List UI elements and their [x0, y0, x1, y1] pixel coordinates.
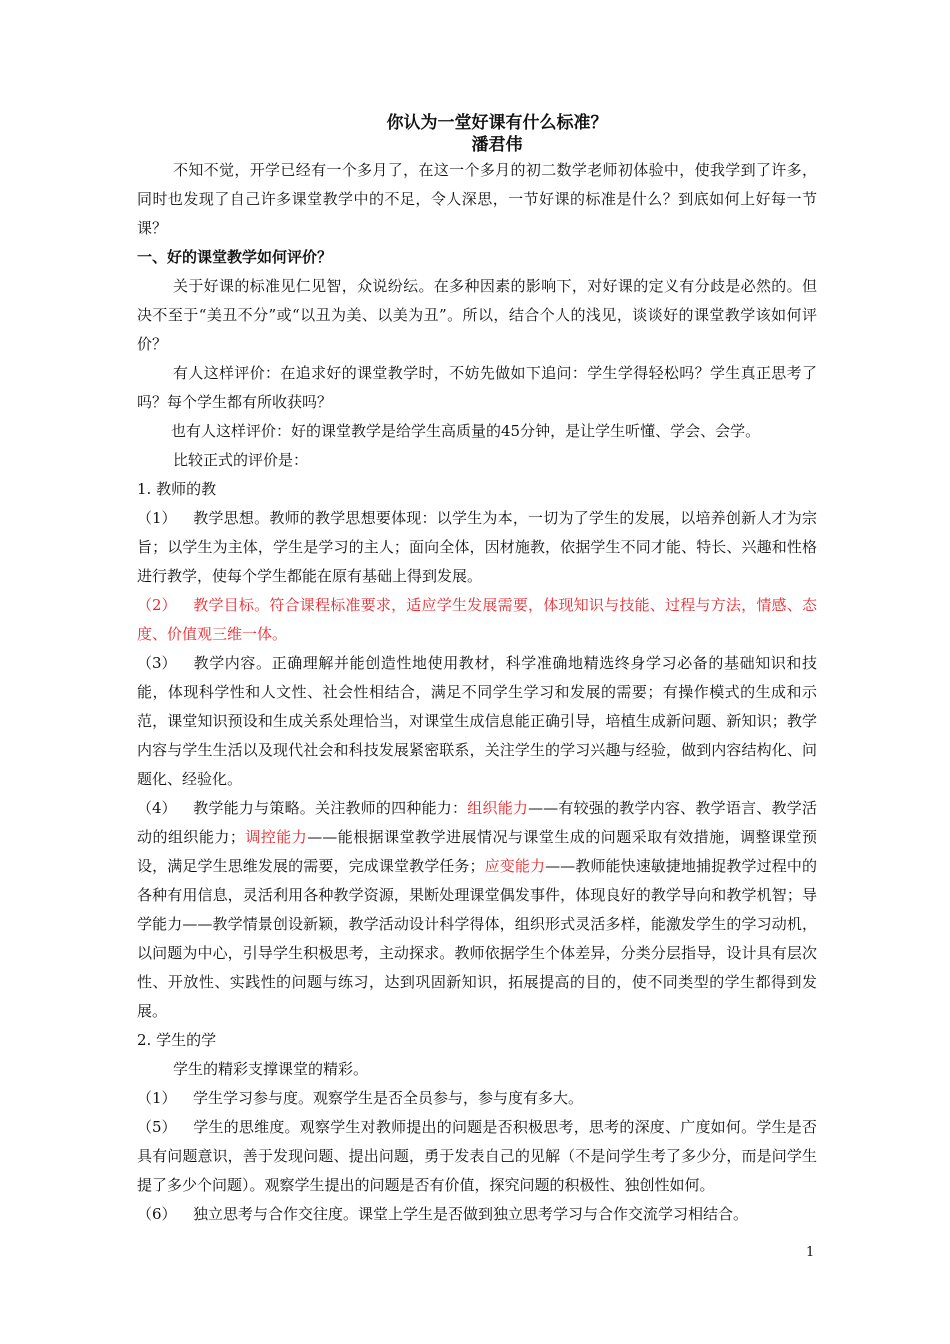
paragraph: 学生的精彩支撑课堂的精彩。: [173, 1060, 369, 1078]
item-number: （5）: [137, 1118, 177, 1136]
item-text: 学生学习参与度。观察学生是否全员参与，参与度有多大。: [193, 1089, 584, 1107]
item-text: 独立思考与合作交往度。课堂上学生是否做到独立思考学习与合作交流学习相结合。: [193, 1205, 749, 1223]
paragraph: 有人这样评价：在追求好的课堂教学时，不妨先做如下追问：学生学得轻松吗？学生真正思考了吗？每个学生都有所收获吗？: [137, 364, 817, 411]
paragraph: 关于好课的标准见仁见智，众说纷纭。在多种因素的影响下，对好课的定义有分歧是必然的。但决不至于“美丑不分”或“以丑为美、以美为丑”。所以，结合个人的浅见，谈谈好的课堂教学该如何评价？: [137, 277, 817, 353]
item-number: （3）: [137, 654, 177, 672]
section-heading: 一、好的课堂教学如何评价？: [137, 248, 333, 266]
list-item: [137, 504, 817, 591]
document-title: 你认为一堂好课有什么标准？: [386, 113, 608, 133]
item-text: 教学内容。正确理解并能创造性地使用教材，科学准确地精选终身学习必备的基础知识和技能，体现科学性和人文性、社会性相结合，满足不同学生学习和发展的需要；有操作模式的生成和示范，课堂知识预设和生成关系处理恰当，对课堂生成信息能正确引导，培植生成新问题、新知识；教学内容与学生生活以及现代社会和科技发展紧密联系，关注学生的学习兴趣与经验，做到内容结构化、问题化、经验化。: [137, 654, 817, 788]
highlight-organize: 组织能力: [467, 799, 529, 817]
list-item: [137, 1113, 817, 1200]
item-number: （4）: [137, 799, 177, 817]
item-number: （2）: [137, 596, 177, 614]
subsection-heading: 2. 学生的学: [137, 1031, 217, 1049]
item-text: 教学目标。符合课程标准要求，适应学生发展需要，体现知识与技能、过程与方法，情感、态度、价值观三维一体。: [137, 596, 817, 643]
item-text: ——能根据课堂教学进展情况与课堂生成的问题采取有效措施，调整课堂预设，满足学生思维发展的需要，完成课堂教学任务；: [137, 828, 817, 875]
document-page: [137, 112, 817, 1229]
list-item: [137, 1084, 817, 1113]
author-name: 潘君伟: [471, 135, 523, 155]
item-text: ——教师能快速敏捷地捕捉教学过程中的各种有用信息，灵活利用各种教学资源，果断处理课堂偶发事件，体现良好的教学导向和教学机智；导学能力——教学情景创设新颖，教学活动设计科学得体，组织形式灵活多样，能激发学生的学习动机，以问题为中心，引导学生积极思考，主动探求。教师依据学生个体差异，分类分层指导，设计具有层次性、开放性、实践性的问题与练习，达到巩固新知识，拓展提高的目的，使不同类型的学生都得到发展。: [137, 857, 817, 1020]
item-number: （6）: [137, 1205, 177, 1223]
paragraph: 也有人这样评价：好的课堂教学是给学生高质量的45分钟，是让学生听懂、学会、会学。: [171, 422, 761, 440]
item-text: 教学思想。教师的教学思想要体现：以学生为本，一切为了学生的发展，以培养创新人才为宗旨；以学生为主体，学生是学习的主人；面向全体，因材施教，依据学生不同才能、特长、兴趣和性格进行教学，使每个学生都能在原有基础上得到发展。: [137, 509, 817, 585]
list-item: [137, 1200, 817, 1229]
item-number: （1）: [137, 1089, 177, 1107]
item-text: ——有较强的教学内容、教学语言、教学活动的组织能力；: [137, 799, 817, 846]
item-text: 教学能力与策略。关注教师的四种能力：: [193, 799, 468, 817]
paragraph: 比较正式的评价是：: [173, 451, 309, 469]
list-item-highlighted: [137, 591, 817, 649]
subsection-heading: 1. 教师的教: [137, 480, 217, 498]
item-number: （1）: [137, 509, 177, 527]
highlight-adapt: 应变能力: [484, 857, 546, 875]
list-item: [137, 649, 817, 794]
page-number: 1: [806, 1245, 815, 1260]
item-text: 学生的思维度。观察学生对教师提出的问题是否积极思考，思考的深度、广度如何。学生是否具有问题意识，善于发现问题、提出问题，勇于发表自己的见解（不是问学生考了多少分，而是问学生提了多少个问题）。观察学生提出的问题是否有价值，探究问题的积极性、独创性如何。: [137, 1118, 817, 1194]
list-item: [137, 794, 817, 1026]
intro-paragraph: 不知不觉，开学已经有一个多月了，在这一个多月的初二数学老师初体验中，使我学到了许多，同时也发现了自己许多课堂教学中的不足，令人深思，一节好课的标准是什么？到底如何上好每一节课？: [137, 161, 817, 237]
highlight-control: 调控能力: [244, 828, 308, 846]
